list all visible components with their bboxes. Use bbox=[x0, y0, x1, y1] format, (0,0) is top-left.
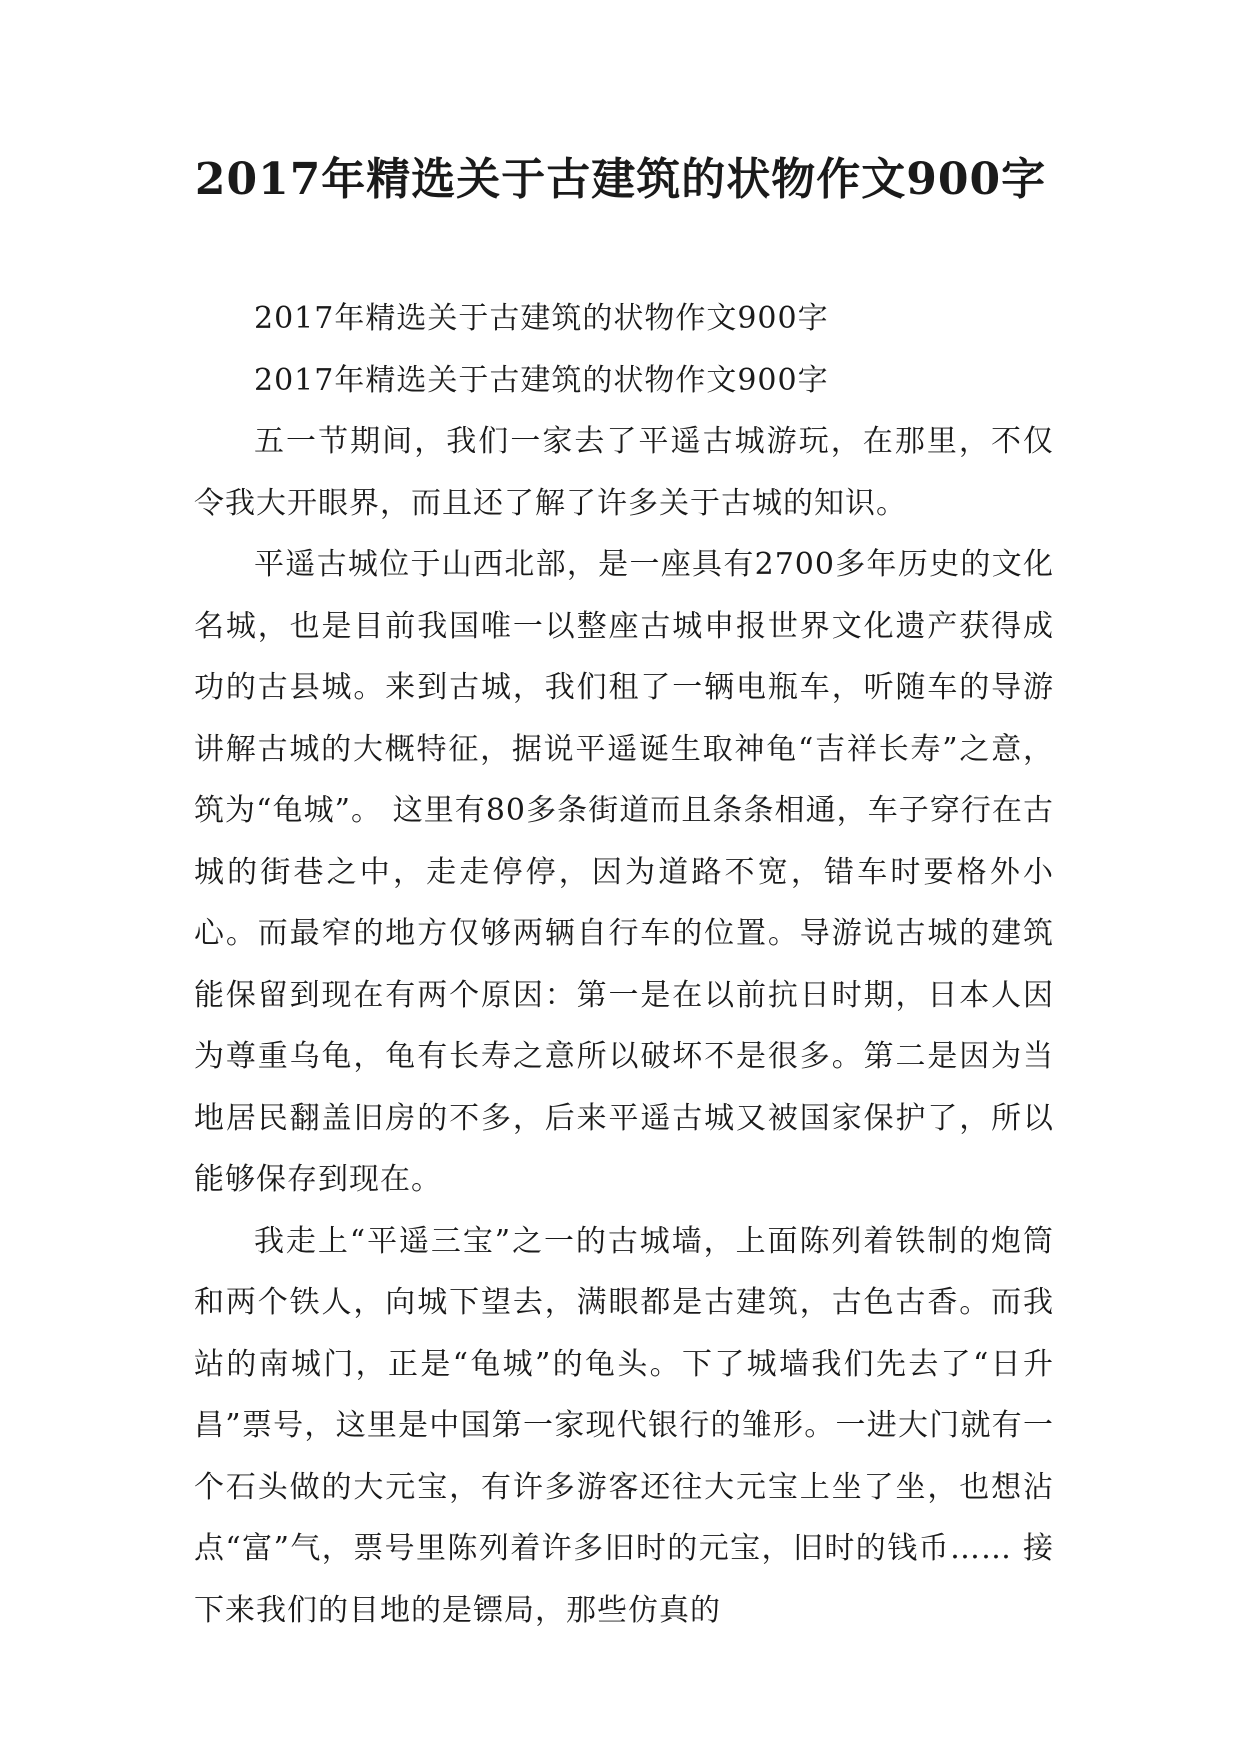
paragraph-city-wall: 我走上“平遥三宝”之一的古城墙，上面陈列着铁制的炮筒和两个铁人，向城下望去，满眼都是古建筑，古色古香。而我站的南城门，正是“龟城”的龟头。下了城墙我们先去了“日升昌”票号，这里是中国第一家现代银行的雏形。一进大门就有一个石头做的大元宝，有许多游客还往大元宝上坐了坐，也想沾点“富”气，票号里陈列着许多旧时的元宝，旧时的钱币…… 接下来我们的目地的是镖局，那些仿真的 bbox=[194, 1223, 1054, 1628]
paragraph-repeated-title-2: 2017年精选关于古建筑的状物作文900字 bbox=[254, 362, 829, 398]
paragraph-pingyao-history: 平遥古城位于山西北部，是一座具有2700多年历史的文化名城，也是目前我国唯一以整座古城申报世界文化遗产获得成功的古县城。来到古城，我们租了一辆电瓶车，听随车的导游讲解古城的大概特征，据说平遥诞生取神龟“吉祥长寿”之意，筑为“龟城”。 这里有80多条街道而且条条相通，车子穿行在古城的街巷之中，走走停停，因为道路不宽，错车时要格外小心。而最窄的地方仅够两辆自行车的位置。导游说古城的建筑能保留到现在有两个原因：第一是在以前抗日时期，日本人因为尊重乌龟，龟有长寿之意所以破坏不是很多。第二是因为当地居民翻盖旧房的不多，后来平遥古城又被国家保护了，所以能够保存到现在。 bbox=[194, 547, 1054, 1197]
paragraph-intro: 五一节期间，我们一家去了平遥古城游玩，在那里，不仅令我大开眼界，而且还了解了许多关于古城的知识。 bbox=[194, 424, 1054, 521]
paragraph-repeated-title-1: 2017年精选关于古建筑的状物作文900字 bbox=[254, 301, 829, 336]
document-title: 2017年精选关于古建筑的状物作文900字 bbox=[194, 154, 1047, 205]
document-body bbox=[194, 288, 1054, 1641]
